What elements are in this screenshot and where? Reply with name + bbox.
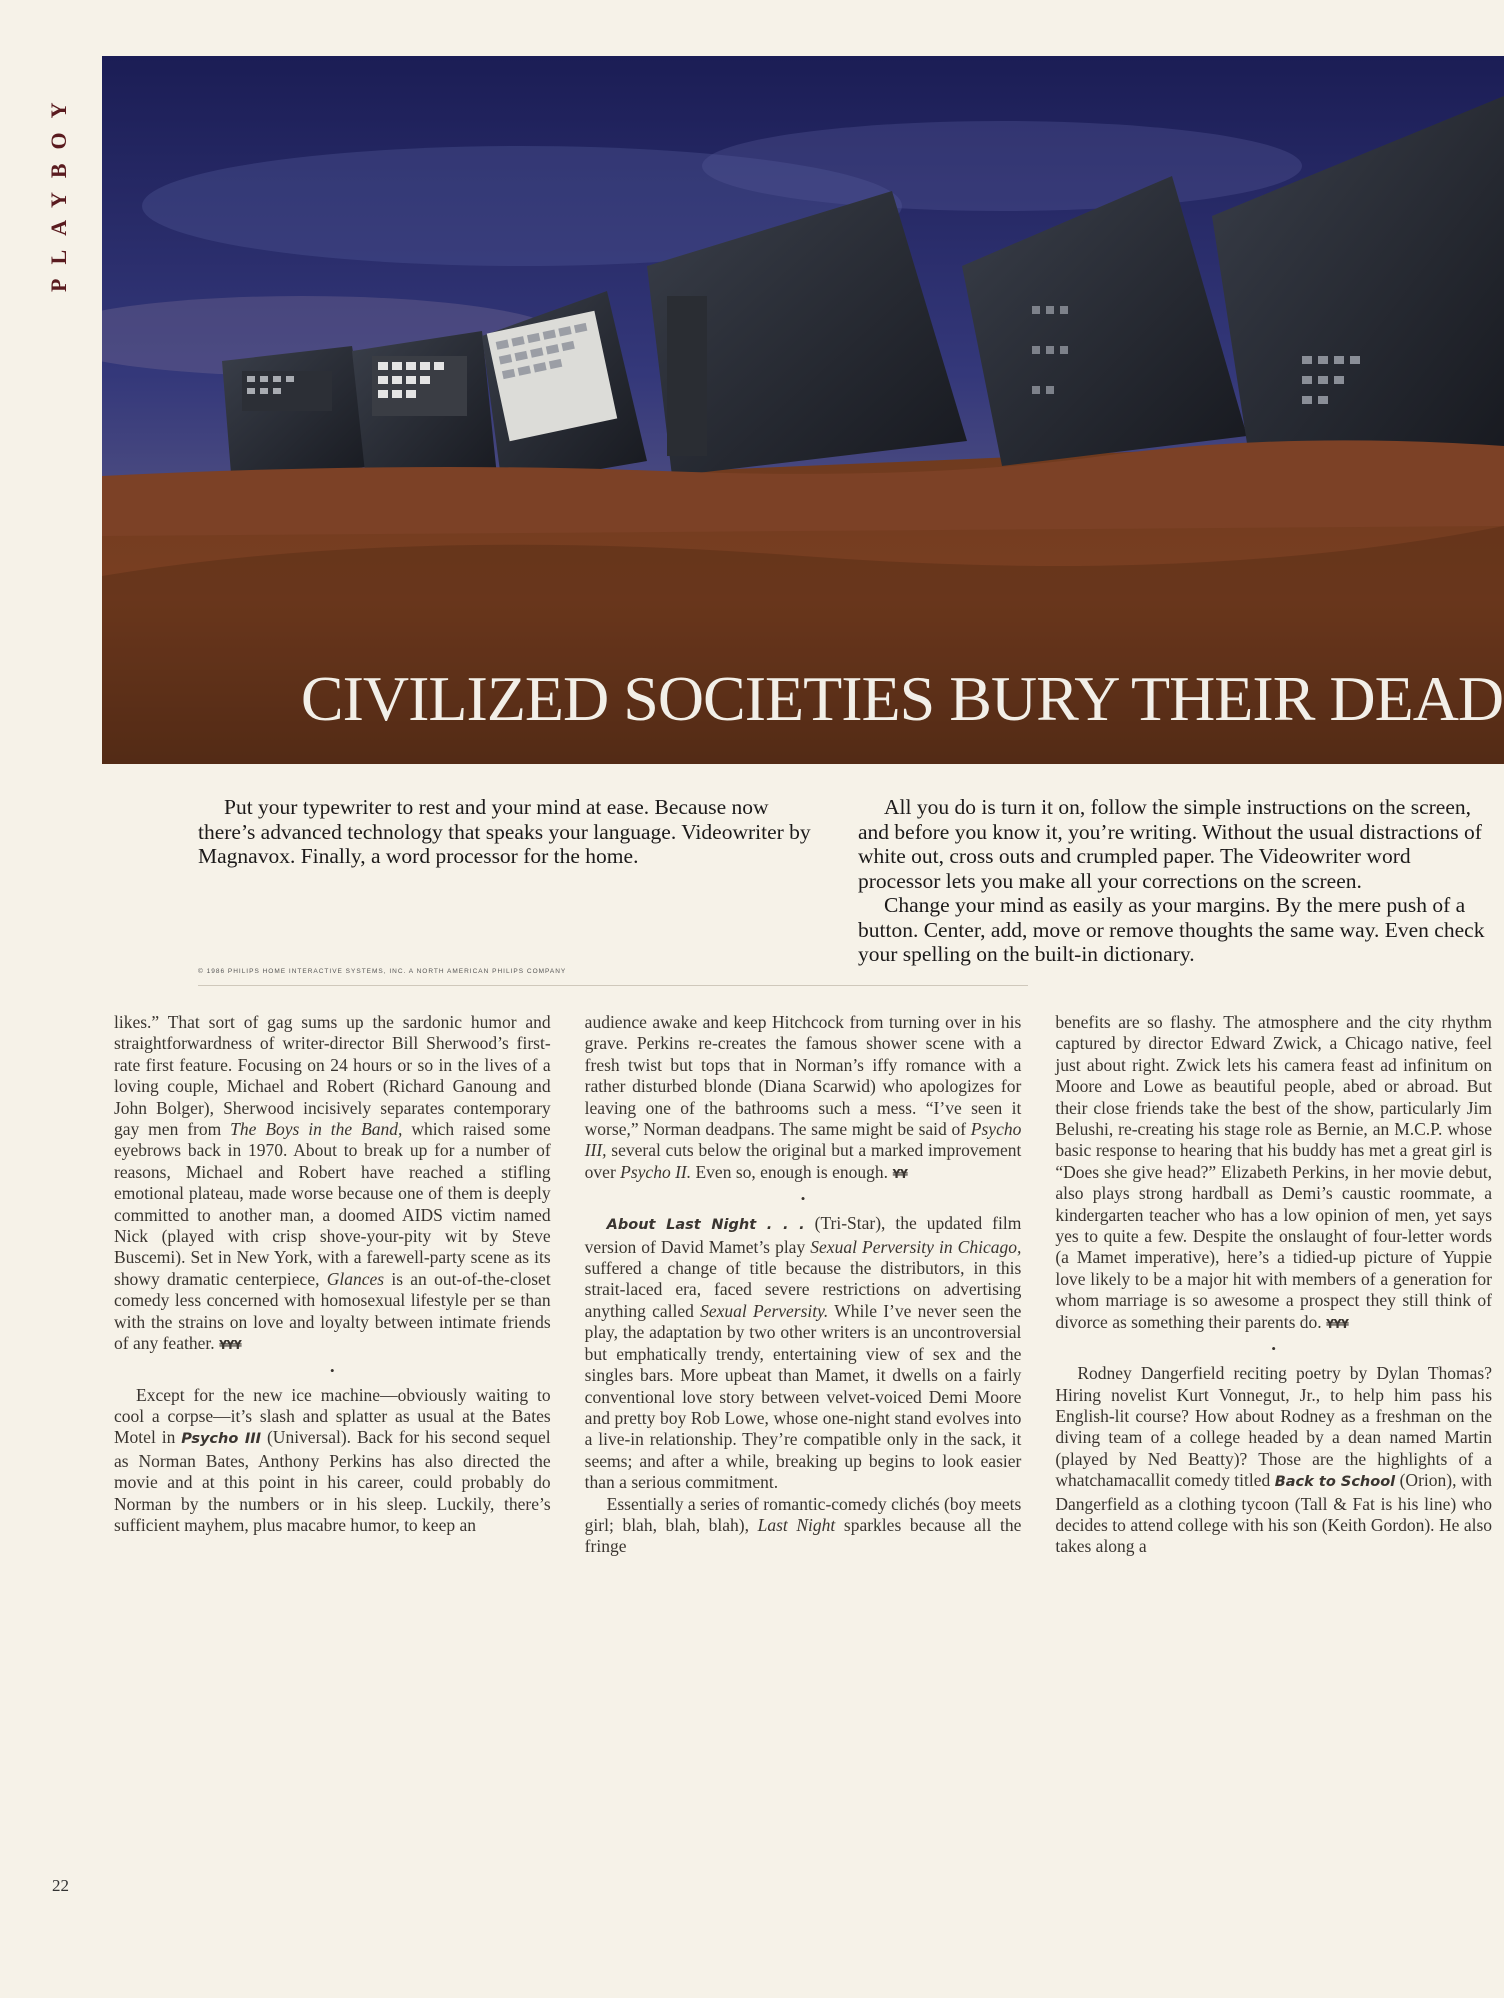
text-run: Even so, enough is enough. [695,1161,888,1182]
text-run: Rodney Dangerfield reciting poetry by Dylan Thomas? Hiring novelist Kurt Vonnegut, Jr., to help him pass his English-lit course? How about Rodney as a freshman on the diving team of a college headed by a dean named Martin (played by Ned Beatty)? Those are the highlights of a whatchamacallit comedy titled [1055,1363,1493,1491]
ad-headline: CIVILIZED SOCIETIES BURY THEIR DEAD [300,663,1504,734]
article-paragraph [1055,1363,1492,1558]
ad-photo [102,56,1504,764]
ad-copy-col-2 [858,795,1488,967]
text-run: sparkles because all the fringe [584,1514,1022,1557]
article-paragraph [585,1494,1022,1558]
film-title: Psycho II. [620,1161,692,1182]
text-run: several cuts below the original but a marked improvement over [584,1140,1022,1182]
text-run: is an out-of-the-closet comedy less concerned with homosexual lifestyle per se than with the strains on love and loyalty between intimate friends of any feather. [114,1268,551,1354]
film-title: Last Night [757,1514,836,1535]
film-title: Psycho III [181,1431,262,1448]
section-bullet: • [1271,1341,1276,1357]
article-paragraph [1055,1012,1492,1335]
rating: ¥¥ [892,1166,908,1181]
article-col-3 [1055,1012,1492,1952]
film-title: Sexual Perversity in Chicago, [810,1236,1022,1257]
article-paragraph [114,1385,551,1537]
article-paragraph [114,1012,551,1357]
ad-legal-line: © 1986 PHILIPS HOME INTERACTIVE SYSTEMS, INC. A NORTH AMERICAN PHILIPS COMPANY [198,968,567,975]
videowriter-2 [352,331,497,491]
rating: ¥¥¥ [218,1338,242,1353]
article-body [114,1012,1492,1952]
film-title: About Last Night . . . [606,1217,805,1234]
article-paragraph [585,1213,1022,1493]
film-title: Sexual Perversity. [700,1300,829,1321]
text-run: likes.” That sort of gag sums up the sardonic humor and straightforwardness of writer-director Bill Sherwood’s first-rate first feature. Focusing on 24 hours or so in the lives of a loving couple, Michael and Robert (Richard Ganoung and John Bolger), Sherwood incisively separates contemporary gay men from [114,1012,551,1140]
text-run: which raised some eyebrows back in 1970. About to break up for a number of reasons, Michael and Robert have reached a stifling emotional plateau, made worse because one of them is deeply committed to another man, a doomed AIDS victim named Nick (played with crisp shove-your-pity wit by Steve Buscemi). Set in New York, with a farewell-party scene as its showy dramatic centerpiece, [114,1119,551,1289]
article-paragraph [585,1012,1022,1185]
text-run: (Tri-Star), the updated film version of David Mamet’s play [584,1213,1022,1257]
ad-copy-para-3: Change your mind as easily as your margins. By the mere push of a button. Center, add, move or remove thoughts the same way. Even check your spelling on the built-in dictionary. [858,893,1485,966]
text-run: While I’ve never seen the play, the adaptation by two other writers is an uncontroversial but emphatically trendy, entertaining view of sex and the singles bars. More upbeat than Mamet, it dwells on a fairly conventional love story between velvet-voiced Demi Moore and pretty boy Rob Lowe, whose one-night stand evolves into a live-in relationship. They’re compatible only in the sack, it seems; and after a while, breaking up begins to look easier than a serious commitment. [584,1300,1022,1493]
text-run: benefits are so flashy. The atmosphere and the city rhythm captured by director Edward Zwick, a Chicago native, feel just about right. Zwick lets his camera feast ad infinitum on Moore and Lowe as beautiful people, abed or abroad. But their close friends take the best of the show, particularly Jim Belushi, re-creating his stage role as Bernie, an M.C.P. whose basic response to hearing that his buddy has met a great girl is “Does she give head?” Elizabeth Perkins, in her movie debut, also plays strong hardball as Demi’s caustic roommate, a kindergarten teacher who has a low opinion of men, yet says yes to quite a few. Despite the onslaught of four-letter words (a Mamet imperative), here’s a tidied-up picture of Yuppie love likely to be a major hit with members of a generation for whom marriage is so awesome a prospect they still think of divorce as something their parents do. [1055,1012,1493,1332]
text-run: (Universal). Back for his second sequel as Norman Bates, Anthony Perkins has also directed the movie and at this point in his career, could probably do Norman by the numbers or in his sleep. Luckily, there’s sufficient mayhem, plus macabre humor, to keep an [114,1427,551,1535]
rating: ¥¥¥ [1326,1316,1349,1331]
article-col-1 [114,1012,551,1952]
ad-copy-para-2: All you do is turn it on, follow the simple instructions on the screen, and before you know it, you’re writing. Without the usual distractions of white out, cross outs and crumpled paper. The Videowriter word processor lets you make all your corrections on the screen. [858,795,1482,893]
text-run: audience awake and keep Hitchcock from turning over in his grave. Perkins re-creates the famous shower scene with a fresh twist but tops that in Norman’s iffy romance with a rather disturbed blonde (Diana Scarwid) who apologizes for leaving one of the bathrooms such a mess. “I’ve seen it worse,” Norman deadpans. The same might be said of [584,1012,1022,1140]
text-run: Except for the new ice machine—obviously waiting to cool a corpse—it’s slash and splatter as usual at the Bates Motel in [114,1384,551,1448]
masthead: PLAYBOY [46,88,71,292]
film-title: Psycho III, [584,1119,1022,1161]
ad-copy [198,795,1488,967]
section-bullet: • [800,1191,806,1207]
page-number: 22 [52,1876,69,1895]
article-col-2 [585,1012,1022,1952]
text-run: suffered a change of title because the distributors, in this strait-laced era, faced severe restrictions on advertising anything called [584,1258,1022,1321]
ad-copy-para-1: Put your typewriter to rest and your mind at ease. Because now there’s advanced technology that speaks your language. Videowriter by Magnavox. Finally, a word processor for the home. [198,795,811,868]
text-run: Essentially a series of romantic-comedy clichés (boy meets girl; blah, blah, blah), [584,1493,1022,1535]
text-run: (Orion), with Dangerfield as a clothing tycoon (Tall & Fat is his line) who decides to attend college with his son (Keith Gordon). He also takes along a [1055,1470,1493,1557]
videowriter-1 [222,346,372,486]
film-title: The Boys in the Band, [230,1119,403,1140]
section-bullet: • [330,1362,335,1378]
divider [198,985,1028,986]
film-title: Glances [326,1268,385,1289]
film-title: Back to School [1274,1474,1396,1491]
ad-copy-col-1 [198,795,828,967]
